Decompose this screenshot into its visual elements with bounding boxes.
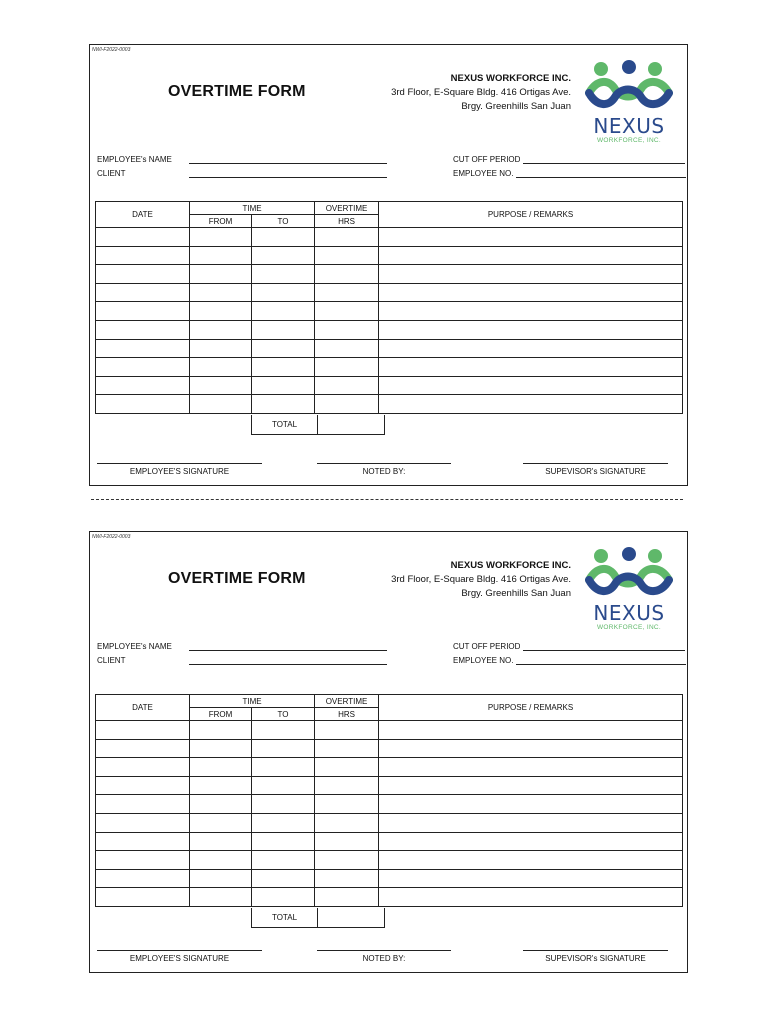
date-cell[interactable] [96, 739, 190, 758]
from-cell[interactable] [190, 320, 252, 339]
date-cell[interactable] [96, 358, 190, 377]
logo-people-icon [583, 546, 675, 602]
table-row [96, 758, 683, 777]
cut-off-field [453, 642, 685, 651]
overtime-table [95, 201, 683, 414]
to-cell[interactable] [252, 358, 315, 377]
employee-no-label: EMPLOYEE NO. [453, 656, 514, 665]
date-cell[interactable] [96, 851, 190, 870]
noted-by: NOTED BY: [317, 950, 451, 963]
table-body [96, 721, 683, 907]
table-row [96, 888, 683, 907]
cut-off-line[interactable] [523, 642, 685, 651]
company-block [391, 559, 571, 601]
table-row [96, 320, 683, 339]
hrs-cell[interactable] [315, 339, 379, 358]
table-row [96, 302, 683, 321]
employee-name-label: EMPLOYEE's NAME [97, 155, 172, 164]
purpose-header: PURPOSE / REMARKS [379, 202, 683, 228]
to-cell[interactable] [252, 265, 315, 284]
purpose-cell[interactable] [379, 302, 683, 321]
from-cell[interactable] [190, 302, 252, 321]
to-header: TO [252, 215, 315, 228]
employee-no-line[interactable] [516, 656, 686, 665]
table-row [96, 832, 683, 851]
hrs-cell[interactable] [315, 758, 379, 777]
purpose-header: PURPOSE / REMARKS [379, 695, 683, 721]
to-cell[interactable] [252, 758, 315, 777]
noted-by: NOTED BY: [317, 463, 451, 476]
to-cell[interactable] [252, 869, 315, 888]
logo-people-icon [583, 59, 675, 115]
logo-subtitle: WORKFORCE, INC. [596, 137, 662, 144]
hrs-cell[interactable] [315, 265, 379, 284]
to-cell[interactable] [252, 395, 315, 414]
client-label: CLIENT [97, 656, 126, 665]
date-cell[interactable] [96, 758, 190, 777]
purpose-cell[interactable] [379, 246, 683, 265]
from-cell[interactable] [190, 339, 252, 358]
hrs-cell[interactable] [315, 302, 379, 321]
overtime-form-1 [89, 44, 688, 486]
date-cell[interactable] [96, 795, 190, 814]
to-cell[interactable] [252, 320, 315, 339]
purpose-cell[interactable] [379, 758, 683, 777]
employee-signature: EMPLOYEE'S SIGNATURE [97, 950, 262, 963]
doc-code: NWI-F2022-0003 [92, 47, 131, 53]
purpose-cell[interactable] [379, 795, 683, 814]
cut-off-label: CUT OFF PERIOD [453, 155, 521, 164]
table-row [96, 739, 683, 758]
company-address-1: 3rd Floor, E-Square Bldg. 416 Ortigas Ave. [391, 87, 571, 98]
total-value-cell[interactable] [318, 908, 385, 928]
hrs-cell[interactable] [315, 776, 379, 795]
hrs-cell[interactable] [315, 869, 379, 888]
hrs-cell[interactable] [315, 395, 379, 414]
hrs-header: HRS [315, 215, 379, 228]
from-cell[interactable] [190, 358, 252, 377]
date-cell[interactable] [96, 376, 190, 395]
date-cell[interactable] [96, 320, 190, 339]
table-row [96, 776, 683, 795]
hrs-cell[interactable] [315, 795, 379, 814]
to-cell[interactable] [252, 339, 315, 358]
hrs-cell[interactable] [315, 320, 379, 339]
logo-wordmark: NEXUS [593, 114, 665, 138]
hrs-cell[interactable] [315, 228, 379, 247]
from-cell[interactable] [190, 869, 252, 888]
overtime-header: OVERTIME [315, 202, 379, 215]
purpose-cell[interactable] [379, 888, 683, 907]
purpose-cell[interactable] [379, 339, 683, 358]
table-row [96, 246, 683, 265]
employee-name-field [97, 642, 387, 651]
date-cell[interactable] [96, 832, 190, 851]
from-cell[interactable] [190, 721, 252, 740]
hrs-cell[interactable] [315, 376, 379, 395]
from-cell[interactable] [190, 265, 252, 284]
to-cell[interactable] [252, 739, 315, 758]
doc-code: NWI-F2022-0003 [92, 534, 131, 540]
table-row [96, 813, 683, 832]
purpose-cell[interactable] [379, 813, 683, 832]
total-row [251, 415, 385, 435]
total-label: TOTAL [252, 908, 318, 928]
company-address-1: 3rd Floor, E-Square Bldg. 416 Ortigas Ave. [391, 574, 571, 585]
purpose-cell[interactable] [379, 228, 683, 247]
from-cell[interactable] [190, 395, 252, 414]
company-block [391, 72, 571, 114]
purpose-cell[interactable] [379, 832, 683, 851]
date-header: DATE [96, 202, 190, 228]
date-header: DATE [96, 695, 190, 721]
to-cell[interactable] [252, 376, 315, 395]
from-header: FROM [190, 708, 252, 721]
employee-name-line[interactable] [189, 642, 387, 651]
time-header: TIME [190, 202, 315, 215]
from-cell[interactable] [190, 776, 252, 795]
date-cell[interactable] [96, 283, 190, 302]
from-cell[interactable] [190, 851, 252, 870]
hrs-cell[interactable] [315, 832, 379, 851]
hrs-cell[interactable] [315, 888, 379, 907]
table-body [96, 228, 683, 414]
client-field [97, 169, 387, 178]
table-row [96, 869, 683, 888]
form-title: OVERTIME FORM [168, 570, 306, 587]
from-cell[interactable] [190, 832, 252, 851]
cut-off-line[interactable] [523, 155, 685, 164]
total-label: TOTAL [252, 415, 318, 435]
time-header: TIME [190, 695, 315, 708]
hrs-cell[interactable] [315, 721, 379, 740]
purpose-cell[interactable] [379, 721, 683, 740]
from-cell[interactable] [190, 758, 252, 777]
employee-name-label: EMPLOYEE's NAME [97, 642, 172, 651]
employee-no-line[interactable] [516, 169, 686, 178]
employee-no-field [453, 656, 686, 665]
purpose-cell[interactable] [379, 851, 683, 870]
purpose-cell[interactable] [379, 320, 683, 339]
overtime-header: OVERTIME [315, 695, 379, 708]
date-cell[interactable] [96, 395, 190, 414]
purpose-cell[interactable] [379, 869, 683, 888]
cut-line [91, 499, 683, 500]
purpose-cell[interactable] [379, 358, 683, 377]
table-row [96, 228, 683, 247]
to-cell[interactable] [252, 795, 315, 814]
employee-name-field [97, 155, 387, 164]
date-cell[interactable] [96, 228, 190, 247]
cut-off-field [453, 155, 685, 164]
date-cell[interactable] [96, 813, 190, 832]
logo-subtitle: WORKFORCE, INC. [596, 624, 662, 631]
employee-name-line[interactable] [189, 155, 387, 164]
purpose-cell[interactable] [379, 265, 683, 284]
to-cell[interactable] [252, 813, 315, 832]
overtime-table [95, 694, 683, 907]
hrs-cell[interactable] [315, 851, 379, 870]
to-cell[interactable] [252, 832, 315, 851]
hrs-cell[interactable] [315, 813, 379, 832]
date-cell[interactable] [96, 776, 190, 795]
to-header: TO [252, 708, 315, 721]
cut-off-label: CUT OFF PERIOD [453, 642, 521, 651]
nexus-logo [583, 59, 675, 145]
employee-no-label: EMPLOYEE NO. [453, 169, 514, 178]
date-cell[interactable] [96, 869, 190, 888]
to-cell[interactable] [252, 228, 315, 247]
company-address-2: Brgy. Greenhills San Juan [461, 101, 571, 112]
table-row [96, 395, 683, 414]
date-cell[interactable] [96, 265, 190, 284]
client-line[interactable] [189, 169, 387, 178]
from-cell[interactable] [190, 283, 252, 302]
from-cell[interactable] [190, 246, 252, 265]
date-cell[interactable] [96, 888, 190, 907]
company-address-2: Brgy. Greenhills San Juan [461, 588, 571, 599]
total-value-cell[interactable] [318, 415, 385, 435]
from-cell[interactable] [190, 795, 252, 814]
client-label: CLIENT [97, 169, 126, 178]
purpose-cell[interactable] [379, 739, 683, 758]
table-row [96, 721, 683, 740]
from-header: FROM [190, 215, 252, 228]
from-cell[interactable] [190, 228, 252, 247]
company-name: NEXUS WORKFORCE INC. [450, 560, 571, 571]
company-name: NEXUS WORKFORCE INC. [450, 73, 571, 84]
hrs-cell[interactable] [315, 283, 379, 302]
to-cell[interactable] [252, 776, 315, 795]
hrs-header: HRS [315, 708, 379, 721]
hrs-cell[interactable] [315, 246, 379, 265]
purpose-cell[interactable] [379, 376, 683, 395]
to-cell[interactable] [252, 302, 315, 321]
from-cell[interactable] [190, 739, 252, 758]
table-row [96, 795, 683, 814]
to-cell[interactable] [252, 888, 315, 907]
purpose-cell[interactable] [379, 776, 683, 795]
client-field [97, 656, 387, 665]
total-row [251, 908, 385, 928]
table-row [96, 376, 683, 395]
supervisor-signature: SUPEVISOR's SIGNATURE [523, 950, 668, 963]
to-cell[interactable] [252, 721, 315, 740]
date-cell[interactable] [96, 721, 190, 740]
employee-signature: EMPLOYEE'S SIGNATURE [97, 463, 262, 476]
purpose-cell[interactable] [379, 395, 683, 414]
employee-no-field [453, 169, 686, 178]
date-cell[interactable] [96, 302, 190, 321]
supervisor-signature: SUPEVISOR's SIGNATURE [523, 463, 668, 476]
logo-wordmark: NEXUS [593, 601, 665, 625]
nexus-logo [583, 546, 675, 632]
to-cell[interactable] [252, 246, 315, 265]
overtime-form-2 [89, 531, 688, 973]
table-row [96, 339, 683, 358]
purpose-cell[interactable] [379, 283, 683, 302]
hrs-cell[interactable] [315, 739, 379, 758]
table-row [96, 265, 683, 284]
to-cell[interactable] [252, 283, 315, 302]
from-cell[interactable] [190, 376, 252, 395]
table-row [96, 283, 683, 302]
from-cell[interactable] [190, 888, 252, 907]
hrs-cell[interactable] [315, 358, 379, 377]
table-row [96, 851, 683, 870]
date-cell[interactable] [96, 246, 190, 265]
client-line[interactable] [189, 656, 387, 665]
to-cell[interactable] [252, 851, 315, 870]
from-cell[interactable] [190, 813, 252, 832]
form-title: OVERTIME FORM [168, 83, 306, 100]
table-row [96, 358, 683, 377]
date-cell[interactable] [96, 339, 190, 358]
